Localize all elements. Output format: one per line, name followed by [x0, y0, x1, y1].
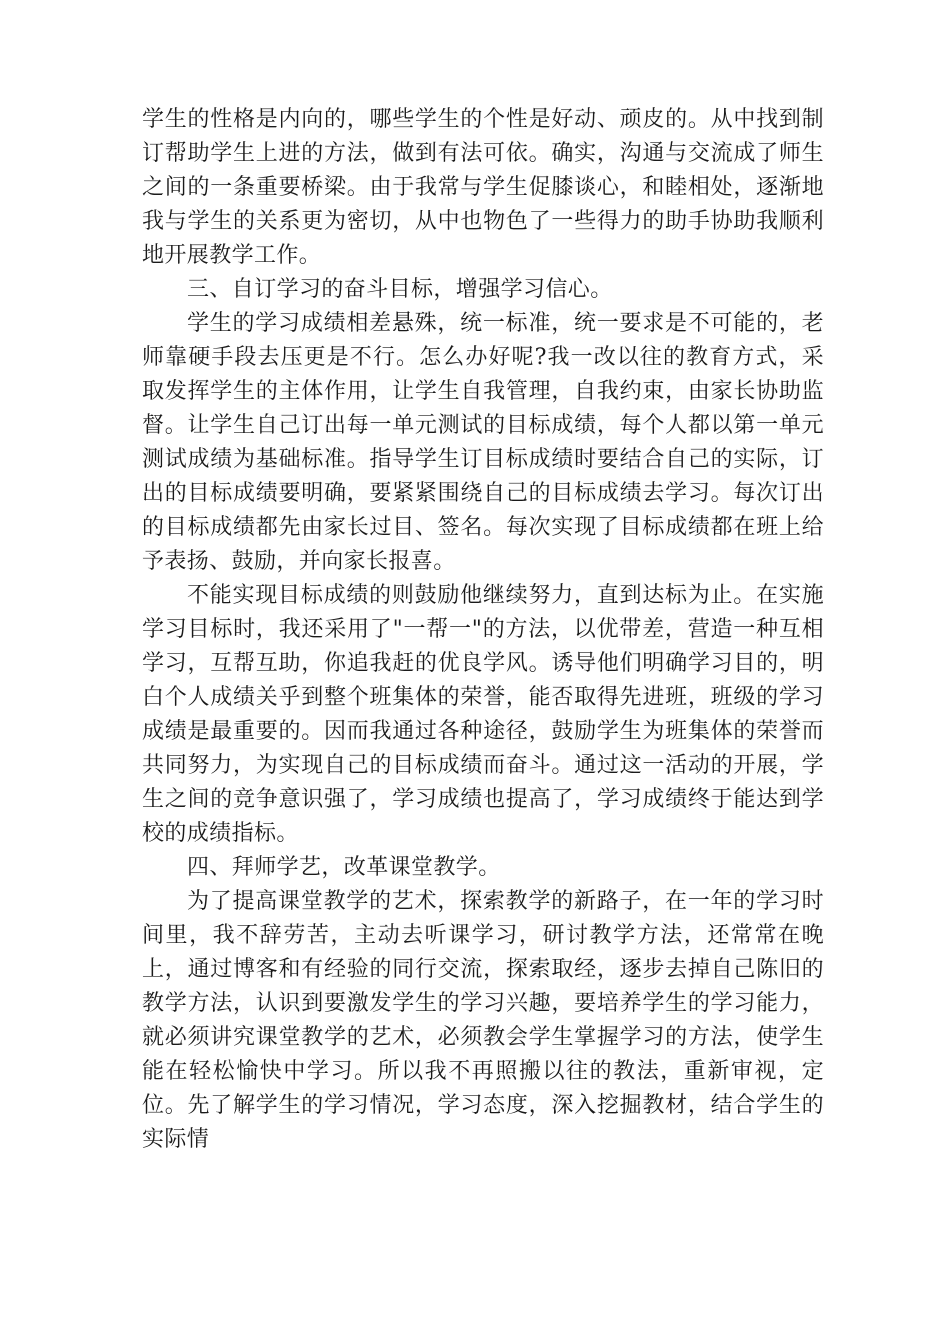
document-page [142, 103, 824, 1157]
paragraph-student-personality: 学生的性格是内向的，哪些学生的个性是好动、顽皮的。从中找到制订帮助学生上进的方法，做到有法可依。确实，沟通与交流成了师生之间的一条重要桥梁。由于我常与学生促膝谈心，和睦相处，逐渐地我与学生的关系更为密切，从中也物色了一些得力的助手协助我顺利地开展教学工作。 [142, 107, 824, 268]
paragraph-encouragement: 不能实现目标成绩的则鼓励他继续努力，直到达标为止。在实施学习目标时，我还采用了"一帮一"的方法，以优带差，营造一种互相学习，互帮互助，你追我赶的优良学风。诱导他们明确学习目的，明白个人成绩关乎到整个班集体的荣誉，能否取得先进班，班级的学习成绩是最重要的。因而我通过各种途径，鼓励学生为班集体的荣誉而共同努力，为实现自己的目标成绩而奋斗。通过这一活动的开展，学生之间的竞争意识强了，学习成绩也提高了，学习成绩终于能达到学校的成绩指标。 [142, 583, 824, 846]
paragraph-classroom-reform: 为了提高课堂教学的艺术，探索教学的新路子，在一年的学习时间里，我不辞劳苦，主动去听课学习，研讨教学方法，还常常在晚上，通过博客和有经验的同行交流，探索取经，逐步去掉自己陈旧的教学方法，认识到要激发学生的学习兴趣，要培养学生的学习能力，就必须讲究课堂教学的艺术，必须教会学生掌握学习的方法，使学生能在轻松愉快中学习。所以我不再照搬以往的教法，重新审视，定位。先了解学生的学习情况，学习态度，深入挖掘教材，结合学生的实际情 [142, 889, 824, 1152]
section-heading-4: 四、拜师学艺，改革课堂教学。 [187, 855, 501, 880]
section-heading-3: 三、自订学习的奋斗目标，增强学习信心。 [187, 277, 613, 302]
paragraph-learning-goals: 学生的学习成绩相差悬殊，统一标准，统一要求是不可能的，老师靠硬手段去压更是不行。怎么办好呢?我一改以往的教育方式，采取发挥学生的主体作用，让学生自我管理，自我约束，由家长协助监督。让学生自己订出每一单元测试的目标成绩，每个人都以第一单元测试成绩为基础标准。指导学生订目标成绩时要结合自己的实际，订出的目标成绩要明确，要紧紧围绕自己的目标成绩去学习。每次订出的目标成绩都先由家长过目、签名。每次实现了目标成绩都在班上给予表扬、鼓励，并向家长报喜。 [142, 311, 824, 574]
